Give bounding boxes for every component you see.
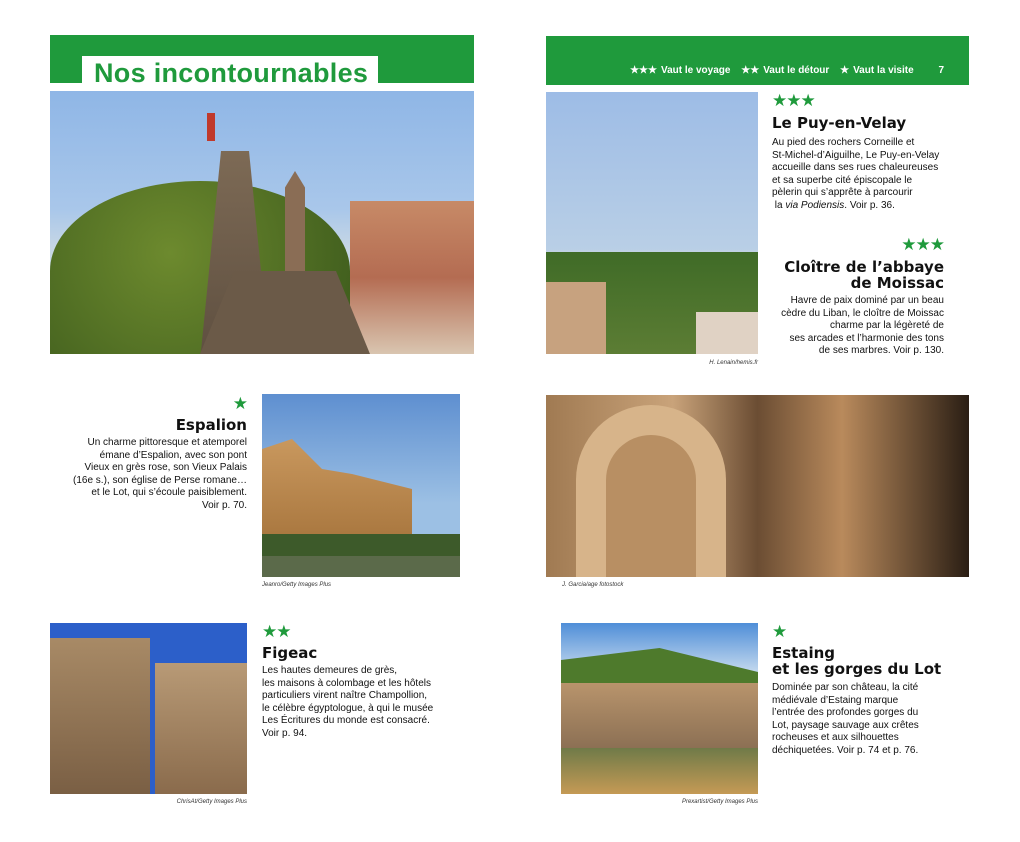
legend-label: Vaut la visite — [853, 65, 914, 76]
text-line: émane d’Espalion, avec son pont — [99, 449, 247, 461]
entry-description — [262, 665, 452, 740]
text-line: et le Lot, qui s’écoule paisiblement. — [91, 487, 247, 498]
text-line: Vieux en grès rose, son Vieux Palais — [84, 462, 247, 473]
text-line: rocheuses et aux silhouettes — [772, 732, 899, 743]
text-line: Les Écritures du monde est consacré. — [262, 715, 430, 726]
text: . Voir p. 36. — [844, 199, 895, 211]
text-line: Lot, paysage sauvage aux crêtes — [772, 719, 919, 731]
rating-stars-icon: ★★★ — [772, 91, 815, 110]
text-line: Voir p. 94. — [262, 727, 308, 739]
text-line: Havre de paix dominé par un beau — [790, 295, 944, 306]
entry-estaing — [772, 624, 962, 757]
legend-label: Vaut le voyage — [660, 65, 731, 76]
photo-credit: Jeanro/Getty Images Plus — [262, 582, 332, 588]
one-star-icon: ★ — [840, 65, 850, 76]
rating-stars-icon: ★★ — [262, 622, 291, 641]
text-line: charme par la légèreté de — [830, 320, 944, 331]
text-line: Les hautes demeures de grès, — [262, 665, 398, 676]
entry-description — [47, 437, 247, 512]
text-line: particuliers virent naître Champollion, — [262, 690, 428, 701]
page-title: Nos incontournables — [82, 56, 378, 88]
entry-title: Espalion — [175, 416, 247, 434]
text-line: ses arcades et l’harmonie des tons — [789, 332, 944, 344]
title-line: Cloître de l’abbaye — [784, 258, 944, 276]
text-line: pèlerin qui s’apprête à parcourir — [772, 187, 913, 198]
text-line — [772, 200, 952, 213]
entry-moissac — [764, 237, 944, 358]
text-line: Voir p. 70. — [201, 499, 247, 511]
title-line: Estaing — [772, 644, 836, 662]
entry-title: Figeac — [262, 644, 318, 662]
text-line: St-Michel-d’Aiguilhe, Le Puy-en-Velay — [772, 149, 940, 161]
text: la — [772, 199, 786, 211]
text-line: le célèbre égyptologue, à qui le musée — [262, 702, 434, 714]
entry-title — [764, 259, 944, 291]
photo-credit: H. Lenain/hemis.fr — [709, 360, 758, 366]
text-line: Dominée par son château, la cité — [772, 682, 919, 693]
text-line: les maisons à colombage et les hôtels — [262, 677, 431, 689]
espalion-photo — [262, 394, 460, 577]
estaing-photo — [561, 623, 758, 794]
entry-title — [772, 645, 962, 677]
figeac-photo — [50, 623, 247, 794]
text-line: déchiquetées. Voir p. 74 et p. 76. — [772, 744, 919, 756]
text-line: cèdre du Liban, le cloître de Moissac — [781, 307, 944, 319]
rating-legend — [626, 65, 944, 76]
italic-text: via Podiensis — [785, 199, 845, 211]
two-star-icon: ★★ — [741, 65, 760, 76]
entry-description — [764, 295, 944, 358]
text-line: l’entrée des profondes gorges du — [772, 707, 919, 718]
text-line: de ses marbres. Voir p. 130. — [818, 345, 944, 356]
photo-credit: J. Garcia/age fotostock — [562, 582, 624, 588]
entry-description — [772, 137, 952, 212]
legend-label: Vaut le détour — [763, 65, 830, 76]
title-line: et les gorges du Lot — [772, 660, 942, 678]
entry-figeac — [262, 624, 452, 740]
text-line: médiévale d’Estaing marque — [772, 694, 899, 706]
text-line: Au pied des rochers Corneille et — [772, 137, 915, 148]
title-line: de Moissac — [850, 274, 944, 292]
photo-credit: Prexartist/Getty Images Plus — [681, 799, 758, 805]
rating-stars-icon: ★★★ — [901, 235, 944, 254]
entry-le-puy — [772, 93, 952, 212]
photo-credit: ChrisAt/Getty Images Plus — [176, 799, 247, 805]
text-line: accueille dans ses rues chaleureuses — [772, 162, 939, 173]
page-number: 7 — [938, 65, 944, 76]
text-line: et sa superbe cité épiscopale le — [772, 174, 913, 186]
rating-stars-icon: ★ — [772, 622, 787, 641]
rating-stars-icon: ★ — [232, 394, 247, 413]
entry-title: Le Puy-en-Velay — [772, 114, 907, 132]
cloister-capital-photo — [546, 395, 969, 577]
text-line: (16e s.), son église de Perse romane… — [73, 474, 247, 486]
moissac-photo — [546, 92, 758, 354]
three-star-icon: ★★★ — [630, 65, 657, 76]
entry-espalion — [47, 396, 247, 512]
main-photo-le-puy — [50, 91, 474, 354]
text-line: Un charme pittoresque et atemporel — [87, 437, 247, 448]
right-header-bar — [546, 36, 969, 85]
entry-description — [772, 682, 962, 757]
